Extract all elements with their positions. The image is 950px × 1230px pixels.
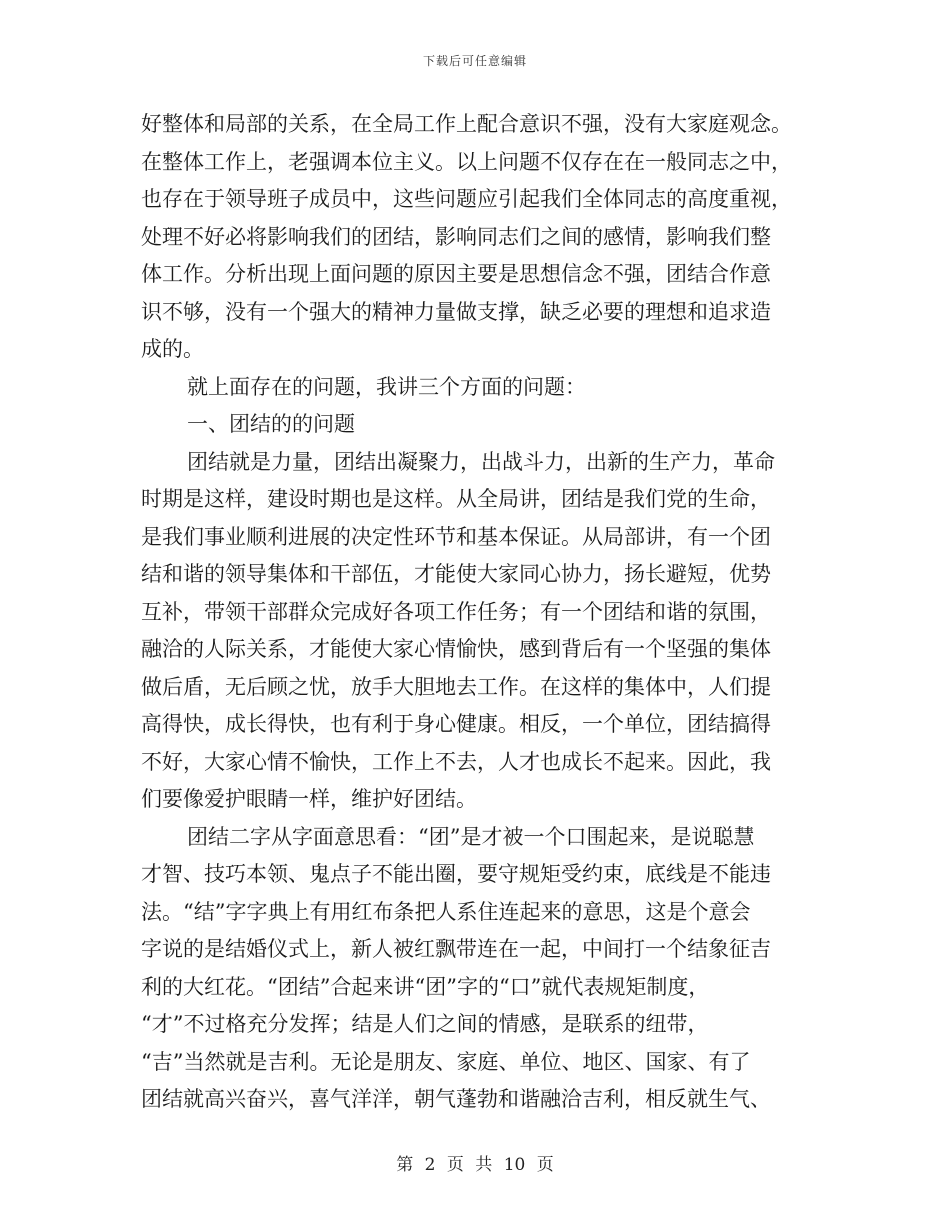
text-line: 体工作。分析出现上面问题的原因主要是思想信念不强，团结合作意 <box>141 262 771 286</box>
text-line: 处理不好必将影响我们的团结，影响同志们之间的感情，影响我们整 <box>141 224 771 249</box>
text-line: 利的大红花。“团结”合起来讲“团”字的“口”就代表规矩制度， <box>141 974 710 999</box>
text-line: “吉”当然就是吉利。无论是朋友、家庭、单位、地区、国家、有了 <box>141 1049 751 1074</box>
text-line: 结和谐的领导集体和干部伍，才能使大家同心协力，扬长避短，优势 <box>141 562 771 586</box>
text-line: 高得快，成长得快，也有利于身心健康。相反，一个单位，团结搞得 <box>141 712 771 736</box>
text-line: “才”不过格充分发挥；结是人们之间的情感，是联系的纽带， <box>141 1012 709 1036</box>
text-line: 团结就是力量，团结出凝聚力，出战斗力，出新的生产力，革命 <box>187 449 775 474</box>
document-body <box>141 106 801 1119</box>
text-line: 是我们事业顺利进展的决定性环节和基本保证。从局部讲，有一个团 <box>141 524 771 549</box>
page-header: 下载后可任意编辑 <box>422 54 527 68</box>
text-line: 一、团结的的问题 <box>187 412 355 436</box>
page-footer: 第 2 页 共 10 页 <box>396 1155 554 1175</box>
text-line: 在整体工作上，老强调本位主义。以上问题不仅存在在一般同志之中， <box>141 149 792 174</box>
text-line: 才智、技巧本领、鬼点子不能出圈，要守规矩受约束，底线是不能违 <box>141 862 771 886</box>
text-line: 时期是这样，建设时期也是这样。从全局讲，团结是我们党的生命， <box>141 487 771 511</box>
text-line: 好整体和局部的关系，在全局工作上配合意识不强，没有大家庭观念。 <box>141 112 792 136</box>
text-line: 也存在于领导班子成员中，这些问题应引起我们全体同志的高度重视， <box>141 187 792 211</box>
text-line: 团结二字从字面意思看：“团”是才被一个口围起来，是说聪慧 <box>187 824 755 849</box>
text-line: 识不够，没有一个强大的精神力量做支撑，缺乏必要的理想和追求造 <box>141 299 771 324</box>
text-line: 团结就高兴奋兴，喜气洋洋，朝气蓬勃和谐融洽吉利，相反就生气、 <box>141 1087 771 1111</box>
text-line: 互补，带领干部群众完成好各项工作任务；有一个团结和谐的氛围， <box>141 599 771 624</box>
text-line: 成的。 <box>141 337 204 361</box>
text-line: 就上面存在的问题，我讲三个方面的问题： <box>187 374 586 399</box>
text-line: 字说的是结婚仪式上，新人被红飘带连在一起，中间打一个结象征吉 <box>141 937 771 961</box>
text-line: 融洽的人际关系，才能使大家心情愉快，感到背后有一个坚强的集体 <box>141 637 771 661</box>
text-line: 不好，大家心情不愉快，工作上不去，人才也成长不起来。因此，我 <box>141 749 771 774</box>
text-line: 法。“结”字字典上有用红布条把人系住连起来的意思，这是个意会 <box>141 899 751 924</box>
text-line: 做后盾，无后顾之忧，放手大胆地去工作。在这样的集体中，人们提 <box>141 674 771 699</box>
text-line: 们要像爱护眼睛一样，维护好团结。 <box>141 787 477 811</box>
